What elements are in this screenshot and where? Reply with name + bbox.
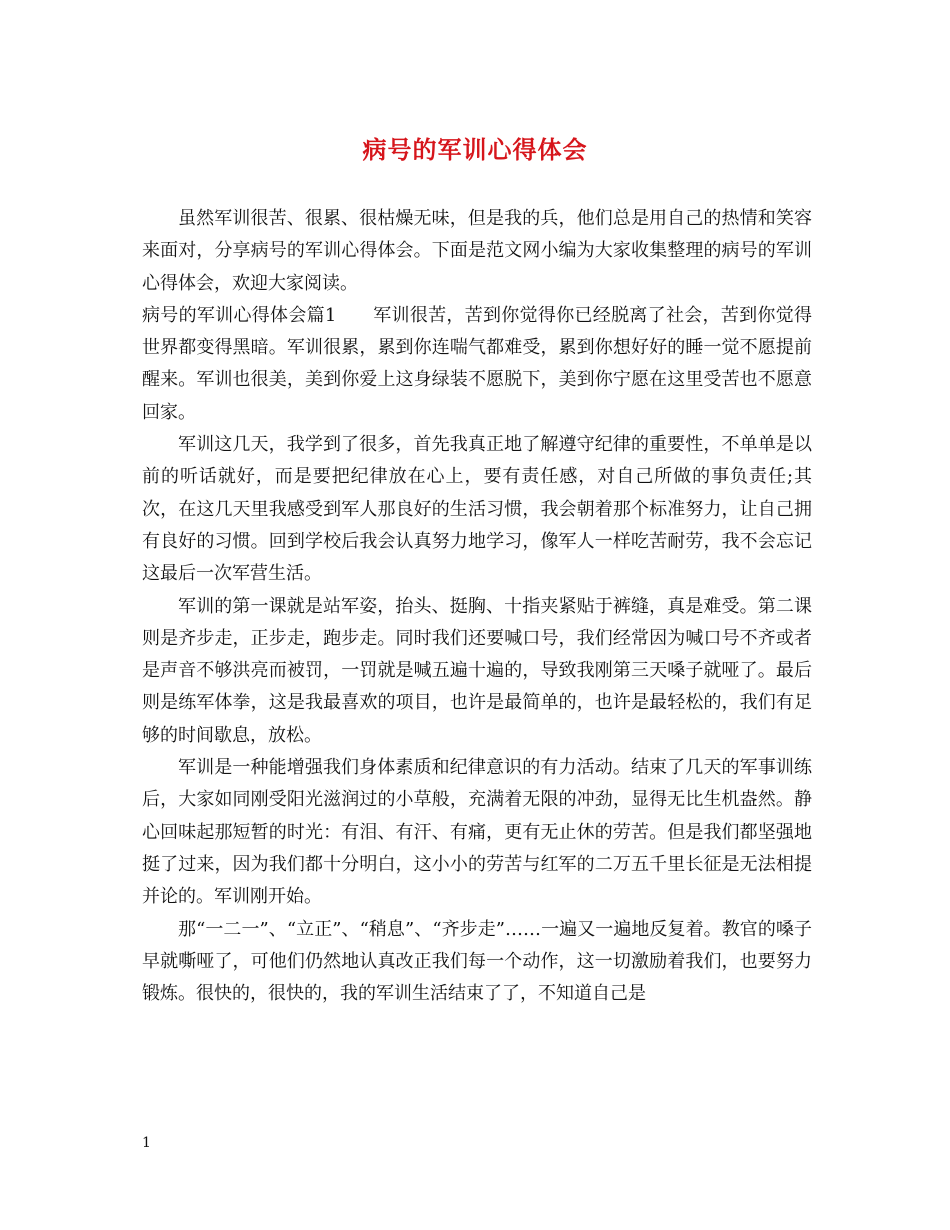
paragraph-drill: 那“一二一”、“立正”、“稍息”、“齐步走”……一遍又一遍地反复着。教官的嗓子早就嘶哑了，可他们仍然地认真改正我们每一个动作，这一切激励着我们，也要努力锻炼。很快的，很快的，我的军训生活结束了了，不知道自己是 xyxy=(142,918,812,1005)
page-number: 1 xyxy=(142,1135,151,1151)
document-body xyxy=(142,203,812,1010)
paragraph-intro: 虽然军训很苦、很累、很枯燥无味，但是我的兵，他们总是用自己的热情和笑容来面对，分享病号的军训心得体会。下面是范文网小编为大家收集整理的病号的军训心得体会，欢迎大家阅读。 xyxy=(142,208,812,294)
paragraph-discipline: 军训这几天，我学到了很多，首先我真正地了解遵守纪律的重要性，不单单是以前的听话就好，而是要把纪律放在心上，要有责任感，对自己所做的事负责任;其次，在这几天里我感受到军人那良好的生活习惯，我会朝着那个标准努力，让自己拥有良好的习惯。回到学校后我会认真努力地学习，像军人一样吃苦耐劳，我不会忘记这最后一次军营生活。 xyxy=(142,434,812,585)
paragraph-first-lesson: 军训的第一课就是站军姿，抬头、挺胸、十指夹紧贴于裤缝，真是难受。第二课则是齐步走，正步走，跑步走。同时我们还要喊口号，我们经常因为喊口号不齐或者是声音不够洪亮而被罚，一罚就是喊五遍十遍的，导致我刚第三天嗓子就哑了。最后则是练军体拳，这是我最喜欢的项目，也许是最简单的，也许是最轻松的，我们有足够的时间歇息，放松。 xyxy=(142,595,812,746)
paragraph-reflection: 军训是一种能增强我们身体素质和纪律意识的有力活动。结束了几天的军事训练后，大家如同刚受阳光滋润过的小草般，充满着无限的冲劲，显得无比生机盎然。静心回味起那短暂的时光：有泪、有汗、有痛，更有无止休的劳苦。但是我们都坚强地挺了过来，因为我们都十分明白，这小小的劳苦与红军的二万五千里长征是无法相提并论的。军训刚开始。 xyxy=(142,757,812,908)
document-title: 病号的军训心得体会 xyxy=(362,135,588,164)
paragraph-section-1: 病号的军训心得体会篇1 军训很苦，苦到你觉得你已经脱离了社会，苦到你觉得世界都变得黑暗。军训很累，累到你连喘气都难受，累到你想好好的睡一觉不愿提前醒来。军训也很美，美到你爱上这身绿装不愿脱下，美到你宁愿在这里受苦也不愿意回家。 xyxy=(142,304,812,423)
